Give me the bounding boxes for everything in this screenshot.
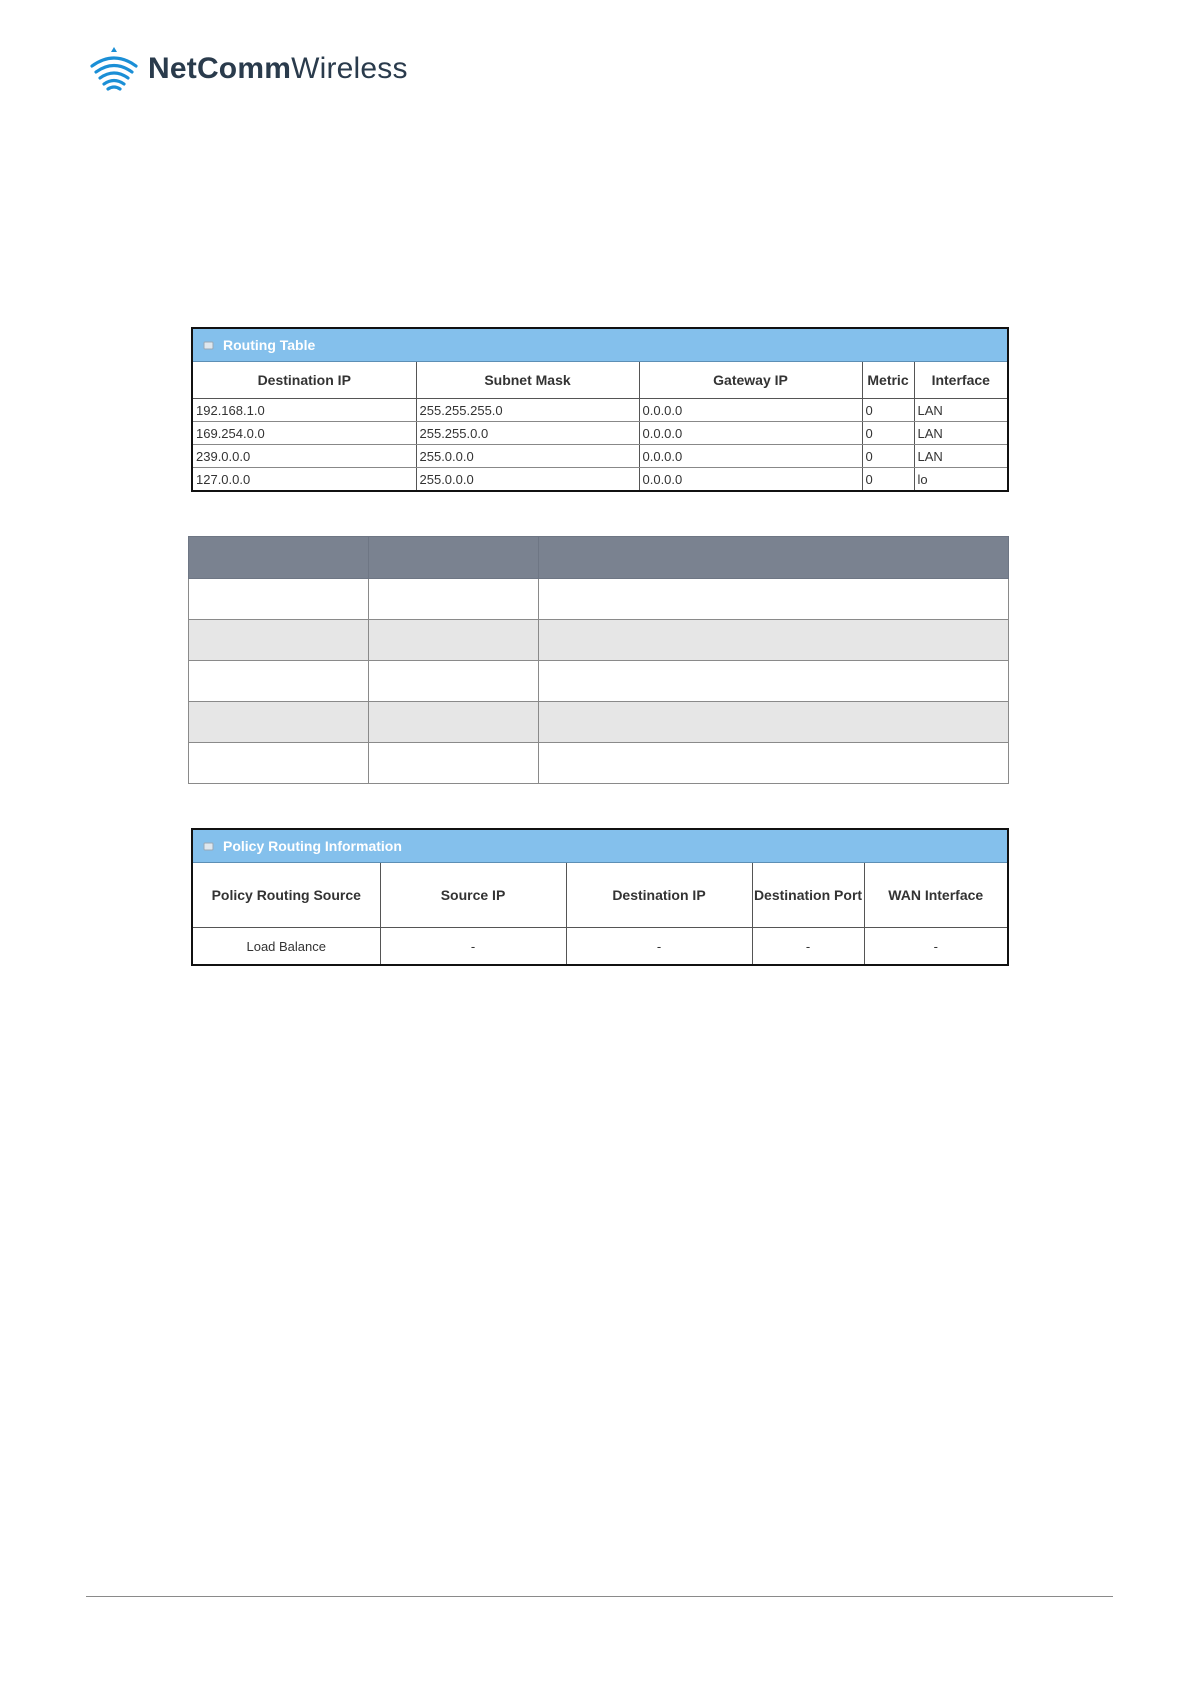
netcomm-logo (88, 44, 408, 94)
table-cell (369, 579, 539, 620)
panel-bullet-icon (203, 841, 215, 851)
description-table-header (189, 537, 1009, 579)
table-cell (189, 579, 369, 620)
table-row (189, 743, 1009, 784)
description-table (188, 536, 1009, 784)
column-header: Destination Port (752, 863, 864, 928)
header-cell (189, 537, 369, 579)
table-row (189, 579, 1009, 620)
routing-table-titlebar (193, 329, 1007, 362)
header-cell (539, 537, 1009, 579)
interface-cell: LAN (914, 399, 1007, 422)
brand-name-bold: NetComm (148, 52, 292, 85)
column-header: WAN Interface (864, 863, 1007, 928)
subnet-mask-cell: 255.0.0.0 (416, 468, 639, 491)
routing-table-header (193, 362, 1007, 399)
table-row (189, 661, 1009, 702)
brand-name-light: Wireless (291, 52, 408, 85)
table-cell (189, 661, 369, 702)
table-row (189, 702, 1009, 743)
destination-ip-cell: 239.0.0.0 (193, 445, 416, 468)
table-cell (369, 702, 539, 743)
destination-ip-cell: - (566, 928, 752, 965)
table-row (193, 928, 1007, 965)
table-cell (539, 661, 1009, 702)
metric-cell: 0 (862, 445, 914, 468)
destination-ip-cell: 192.168.1.0 (193, 399, 416, 422)
policy-routing-header (193, 863, 1007, 928)
policy-routing-panel (191, 828, 1009, 966)
table-cell (369, 743, 539, 784)
table-cell (539, 620, 1009, 661)
metric-cell: 0 (862, 468, 914, 491)
destination-ip-cell: 169.254.0.0 (193, 422, 416, 445)
table-cell (539, 743, 1009, 784)
routing-table-title: Routing Table (223, 337, 316, 353)
table-cell (189, 620, 369, 661)
table-row (193, 468, 1007, 491)
table-row (193, 445, 1007, 468)
gateway-ip-cell: 0.0.0.0 (639, 422, 862, 445)
metric-cell: 0 (862, 399, 914, 422)
policy-source-cell: Load Balance (193, 928, 380, 965)
table-row (193, 422, 1007, 445)
brand-name (148, 52, 408, 86)
column-header: Destination IP (566, 863, 752, 928)
destination-ip-cell: 127.0.0.0 (193, 468, 416, 491)
interface-cell: LAN (914, 422, 1007, 445)
wifi-signal-icon (88, 44, 140, 94)
policy-routing-titlebar (193, 830, 1007, 863)
subnet-mask-cell: 255.0.0.0 (416, 445, 639, 468)
policy-routing-table (193, 863, 1007, 964)
metric-cell: 0 (862, 422, 914, 445)
table-cell (539, 702, 1009, 743)
table-row (189, 620, 1009, 661)
column-header: Metric (862, 362, 914, 399)
interface-cell: LAN (914, 445, 1007, 468)
table-cell (369, 661, 539, 702)
column-header: Subnet Mask (416, 362, 639, 399)
table-cell (369, 620, 539, 661)
source-ip-cell: - (380, 928, 566, 965)
gateway-ip-cell: 0.0.0.0 (639, 399, 862, 422)
gateway-ip-cell: 0.0.0.0 (639, 445, 862, 468)
column-header: Interface (914, 362, 1007, 399)
footer-divider (86, 1596, 1113, 1597)
interface-cell: lo (917, 471, 928, 487)
routing-table-panel (191, 327, 1009, 492)
column-header: Source IP (380, 863, 566, 928)
routing-table (193, 362, 1007, 490)
policy-routing-title: Policy Routing Information (223, 838, 402, 854)
wan-interface-cell: - (933, 938, 938, 954)
header-cell (369, 537, 539, 579)
subnet-mask-cell: 255.255.0.0 (416, 422, 639, 445)
gateway-ip-cell: 0.0.0.0 (639, 468, 862, 491)
table-cell (189, 702, 369, 743)
table-cell (189, 743, 369, 784)
table-cell (539, 579, 1009, 620)
column-header: Destination IP (193, 362, 416, 399)
column-header: Policy Routing Source (193, 863, 380, 928)
subnet-mask-cell: 255.255.255.0 (416, 399, 639, 422)
column-header: Gateway IP (639, 362, 862, 399)
table-row (193, 399, 1007, 422)
panel-bullet-icon (203, 340, 215, 350)
destination-port-cell: - (752, 928, 864, 965)
